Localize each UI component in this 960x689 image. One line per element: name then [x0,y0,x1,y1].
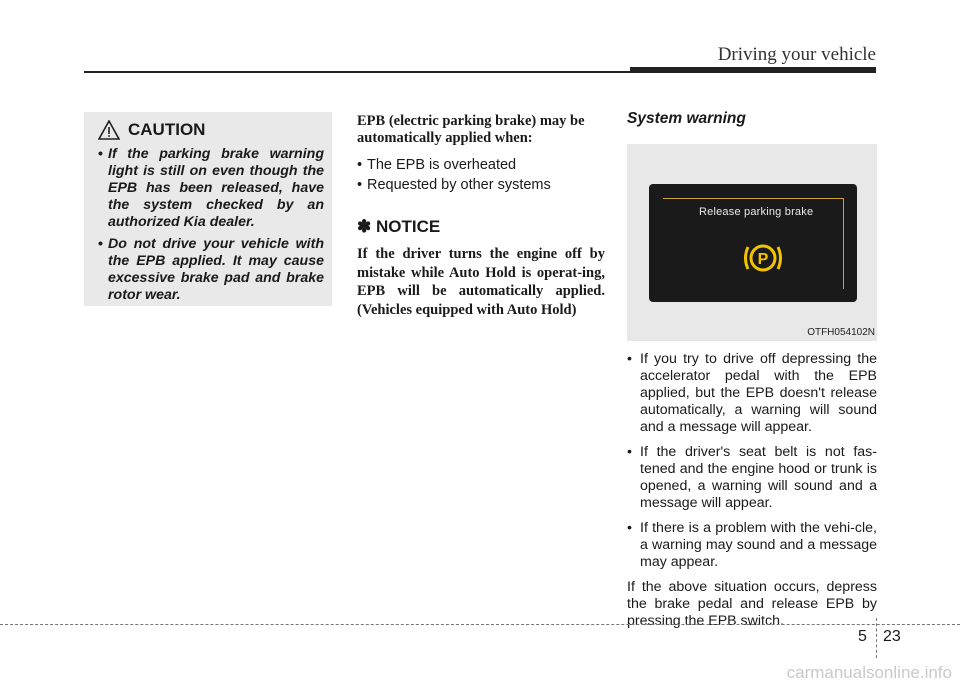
list-item: • If there is a problem with the vehi-cle, a warning may sound and a message may appear. [627,520,877,571]
header-title: Driving your vehicle [717,44,876,65]
list-item: • If you try to drive off depressing the accelerator pedal with the EPB applied, but the EPB doesn't release automatically, a warning will sound and a message will appear. [627,351,877,436]
list-item: • Requested by other systems [357,175,605,195]
page-number-separator [876,618,877,658]
notice-body: If the driver turns the engine off by mistake while Auto Hold is operat-ing, EPB will be automatically applied. (Vehicles equipped with Auto Hold) [357,246,605,318]
watermark: carmanualsonline.info [786,663,952,682]
parking-brake-icon [741,240,785,276]
section-title: System warning [627,110,746,127]
right-column [627,110,877,630]
caution-box [84,112,332,306]
page-number: 23 [883,628,901,645]
closing-paragraph: If the above situation occurs, depress the brake pedal and release EPB by pressing the EPB switch. [627,579,877,629]
caution-header [98,120,324,140]
cluster-figure [627,144,877,341]
warning-conditions [627,351,877,571]
chapter-number: 5 [858,628,867,645]
caution-item: • Do not drive your vehicle with the EPB applied. It may cause excessive brake pad and brake rotor wear. [98,236,324,304]
epb-intro: EPB (electric parking brake) may be automatically applied when: [357,113,585,146]
header-rule-accent [630,67,876,73]
warning-triangle-icon [98,120,120,140]
caution-item: • If the parking brake warning light is still on even though the EPB has been released, have the system checked by an authorized Kia dealer. [98,146,324,231]
list-item: • If the driver's seat belt is not fas-tened and the engine hood or trunk is opened, a warning will sound and a message will appear. [627,444,877,512]
figure-code: OTFH054102N [807,327,875,338]
footer-rule [0,624,960,625]
cluster-display [649,184,857,302]
svg-text:P: P [757,251,769,268]
list-item: • The EPB is overheated [357,155,605,175]
notice-title: ✽ NOTICE [357,217,441,236]
display-message: Release parking brake [699,206,814,218]
middle-column [357,113,605,319]
caution-title: CAUTION [128,120,206,139]
caution-list [98,146,324,304]
epb-conditions [357,155,605,195]
